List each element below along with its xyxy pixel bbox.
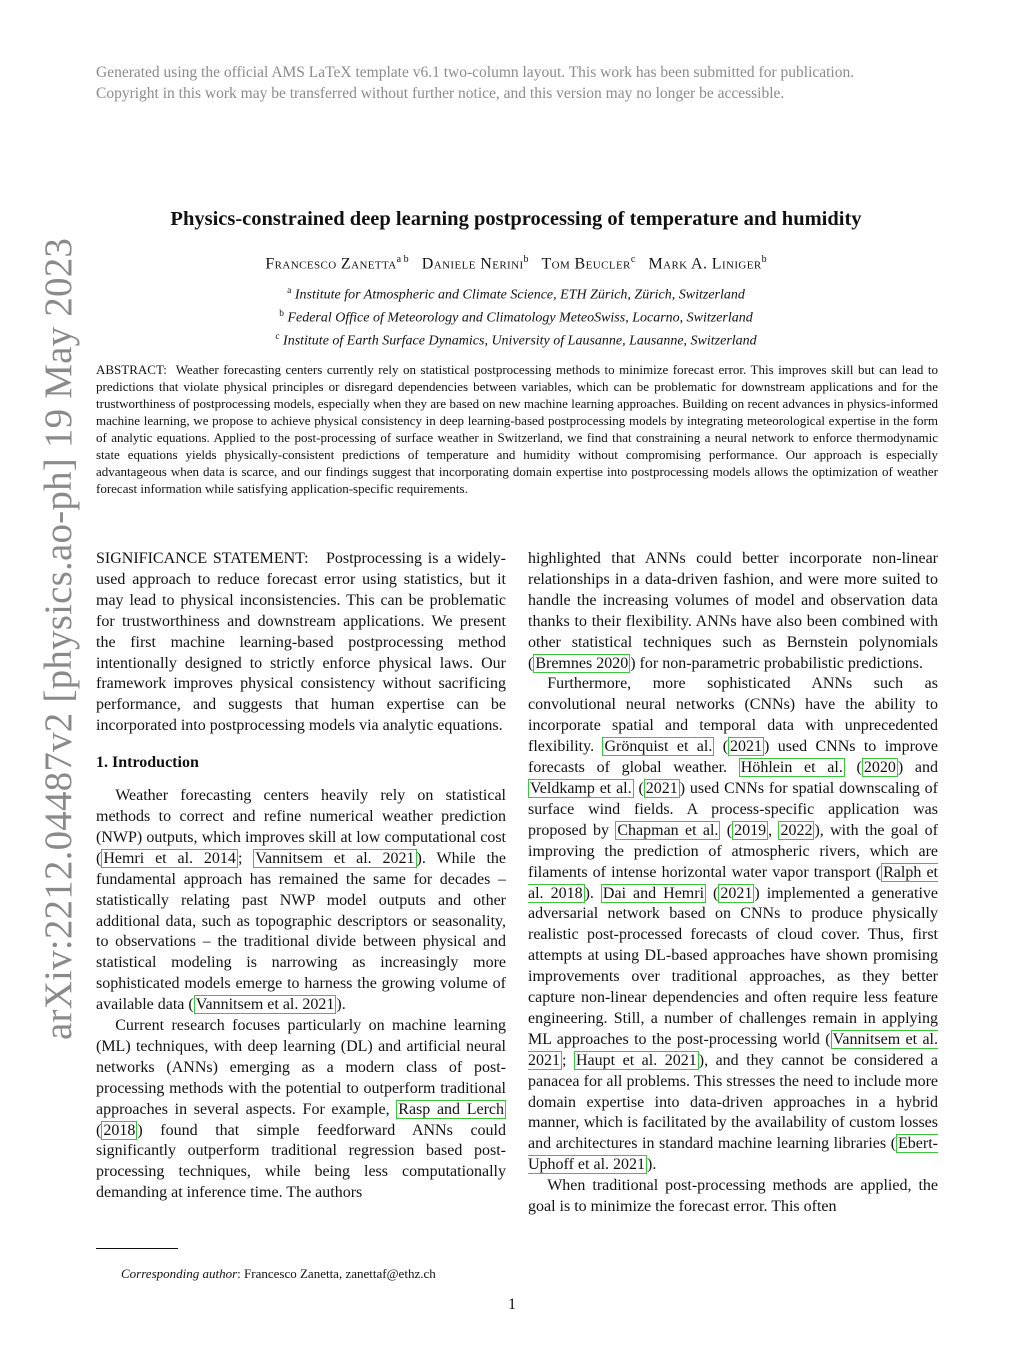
citation-link[interactable]: Hemri et al. 2014: [103, 849, 236, 867]
intro-paragraph-1: Weather forecasting centers heavily rely on statistical methods to correct and refine numerical weather prediction (NWP) outputs, which improves skill at low computational cost ( Hemri et al. 2014 ; Vannitsem et al. 2021 ). While the fundamental approach has remained the same for decades – statistically relating past NWP model outputs and other additional data, such as topographic descriptors or seasonality, to observations – the traditional divide between physical and statistical modeling is narrowing as increasingly more sophisticated models emerge to harness the growing volume of available data ( Vannitsem et al. 2021 ).: [96, 787, 506, 1014]
citation-link[interactable]: 2018: [103, 1121, 136, 1139]
citation-link[interactable]: Ebert-Uphoff et al. 2021: [528, 1135, 938, 1174]
author-name: Mark A. Liniger: [648, 255, 762, 273]
intro-paragraph-2-continued: highlighted that ANNs could better incorporate non-linear relationships in a data-driven fashion, and were more suited to handle the increasing volumes of model and observation data thanks to their flexibility. ANNs have also been combined with other statistical techniques such as Bernstein polynomials ( Bremnes 2020 ) for non-parametric probabilistic predictions.: [528, 550, 938, 672]
citation-link[interactable]: Chapman et al.: [617, 821, 719, 839]
author-affiliation-mark: a b: [396, 254, 409, 265]
citation-link[interactable]: 2020: [863, 759, 896, 777]
author-affiliation-mark: c: [630, 254, 636, 265]
section-heading-introduction: 1. Introduction: [96, 754, 199, 772]
arxiv-identifier: arXiv:2212.04487v2 [physics.ao-ph] 19 May 2023: [37, 237, 80, 1040]
citation-link[interactable]: Dai and Hemri: [602, 884, 705, 902]
citation-link[interactable]: 2021: [720, 884, 753, 902]
affiliation: $^a$ Institute for Atmospheric and Climate Science, ETH Zürich, Zürich, Switzerland: [287, 286, 745, 303]
right-column: [528, 549, 938, 1218]
citation-link[interactable]: Haupt et al. 2021: [575, 1051, 697, 1069]
citation-link[interactable]: Veldkamp et al.: [530, 779, 632, 797]
author-name: Daniele Nerini: [421, 255, 524, 273]
abstract-text: Weather forecasting centers currently rely on statistical postprocessing methods to minimize forecast error. This improves skill but can lead to predictions that violate physical principles or disregard dependencies between variables, which can be problematic for downstream applications and for the trustworthiness of postprocessing models, especially when they are based on new machine learning approaches. Building on recent advances in physics-informed machine learning, we propose to achieve physical consistency in deep learning-based postprocessing models by integrating meteorological expertise in the form of analytic equations. Applied to the post-processing of surface weather in Switzerland, we find that constraining a neural network to enforce thermodynamic state equations yields physically-consistent predictions of temperature and humidity without compromising performance. Our approach is especially advantageous when data is scarce, and our findings suggest that incorporating domain expertise into postprocessing models allows the optimization of weather forecast information while satisfying application-specific requirements.: [96, 362, 939, 496]
intro-paragraph-3: Furthermore, more sophisticated ANNs such as convolutional neural networks (CNNs) have the ability to incorporate spatial and temporal data with unprecedented flexibility. Grönquist et al. ( 2021 ) used CNNs to improve forecasts of global weather. Höhlein et al. ( 2020 ) and Veldkamp et al. ( 2021 ) used CNNs for spatial downscaling of surface wind fields. A process-specific application was proposed by Chapman et al. ( 2019 , 2022 ), with the goal of improving the prediction of atmospheric rivers, which are filaments of intense horizontal water vapor transport ( Ralph et al. 2018 ). Dai and Hemri ( 2021 ) implemented a generative adversarial network based on CNNs to produce physically realistic post-processed forecasts of cloud cover. Thus, first attempts at using DL-based approaches have shown promising improvements over traditional approaches, as they better capture non-linear dependencies and often require less feature engineering. Still, a number of challenges remain in applying ML approaches to the post-processing world ( Vannitsem et al. 2021 ; Haupt et al. 2021 ), and they cannot be considered a panacea for all problems. This stresses the need to include more domain expertise into data-driven approaches in a hybrid manner, which is facilitated by the availability of custom losses and architectures in standard machine learning libraries ( Ebert-Uphoff et al. 2021 ).: [528, 675, 939, 1174]
abstract-label: ABSTRACT:: [96, 362, 167, 377]
intro-paragraph-4: When traditional post-processing methods are applied, the goal is to minimize the forecast error. This often: [528, 1177, 938, 1216]
citation-link[interactable]: Vannitsem et al. 2021: [195, 996, 335, 1014]
citation-link[interactable]: Höhlein et al.: [740, 759, 843, 777]
citation-link[interactable]: 2021: [730, 738, 763, 756]
citation-link[interactable]: Bremnes 2020: [535, 654, 629, 672]
author-list: [96, 254, 936, 273]
citation-link[interactable]: Vannitsem et al. 2021: [528, 1030, 938, 1069]
intro-paragraph-2: Current research focuses particularly on machine learning (ML) techniques, with deep learning (DL) and artificial neural networks (ANNs) emerging as a modern class of post-processing methods with the potential to outperform traditional approaches in several aspects. For example, Rasp and Lerch ( 2018 ) found that simple feedforward ANNs could significantly outperform traditional regression based post-processing techniques, while being less computationally demanding at inference time. The authors: [96, 1017, 506, 1202]
significance-heading: SIGNIFICANCE STATEMENT:: [96, 550, 309, 567]
affiliation: $^b$ Federal Office of Meteorology and Climatology MeteoSwiss, Locarno, Switzerland: [279, 309, 753, 326]
citation-link[interactable]: 2019: [734, 821, 767, 839]
affiliations: [96, 282, 936, 351]
citation-link[interactable]: 2022: [780, 821, 813, 839]
author-name: Francesco Zanetta: [265, 255, 397, 273]
author-affiliation-mark: b: [523, 254, 529, 265]
citation-link[interactable]: Grönquist et al.: [604, 738, 713, 756]
affiliation: $^c$ Institute of Earth Surface Dynamics, University of Lausanne, Lausanne, Switzerland: [275, 332, 757, 349]
citation-link[interactable]: 2021: [645, 779, 678, 797]
header-note: Generated using the official AMS LaTeX template v6.1 two-column layout. This work has been submitted for publication. Copyright in this work may be transferred without further notice, and this version may no longer be accessible.: [96, 64, 855, 102]
significance-statement: SIGNIFICANCE STATEMENT: Postprocessing is a widely-used approach to reduce forecast error using statistics, but it may lead to physical inconsistencies. This can be problematic for trustworthiness and downstream applications. We present the first machine learning-based postprocessing method intentionally designed to strictly enforce physical laws. Our framework improves physical consistency without sacrificing performance, and suggests that human expertise can be incorporated into postprocessing models via analytic equations.: [96, 550, 507, 735]
page-number: 1: [508, 1296, 516, 1313]
citation-link[interactable]: Ralph et al. 2018: [528, 863, 939, 902]
corresponding-author-footnote: Corresponding author: Francesco Zanetta, zanettaf@ethz.ch: [121, 1266, 436, 1281]
footnote-rule: [96, 1248, 178, 1249]
author-affiliation-mark: b: [761, 254, 767, 265]
left-column: [96, 549, 506, 1204]
author-name: Tom Beucler: [541, 255, 631, 273]
abstract: [96, 361, 938, 497]
citation-link[interactable]: Rasp and Lerch: [398, 1100, 504, 1118]
latex-logo: LaTeX: [308, 64, 352, 81]
paper-title: Physics-constrained deep learning postprocessing of temperature and humidity: [170, 208, 862, 230]
citation-link[interactable]: Vannitsem et al. 2021: [255, 849, 415, 867]
